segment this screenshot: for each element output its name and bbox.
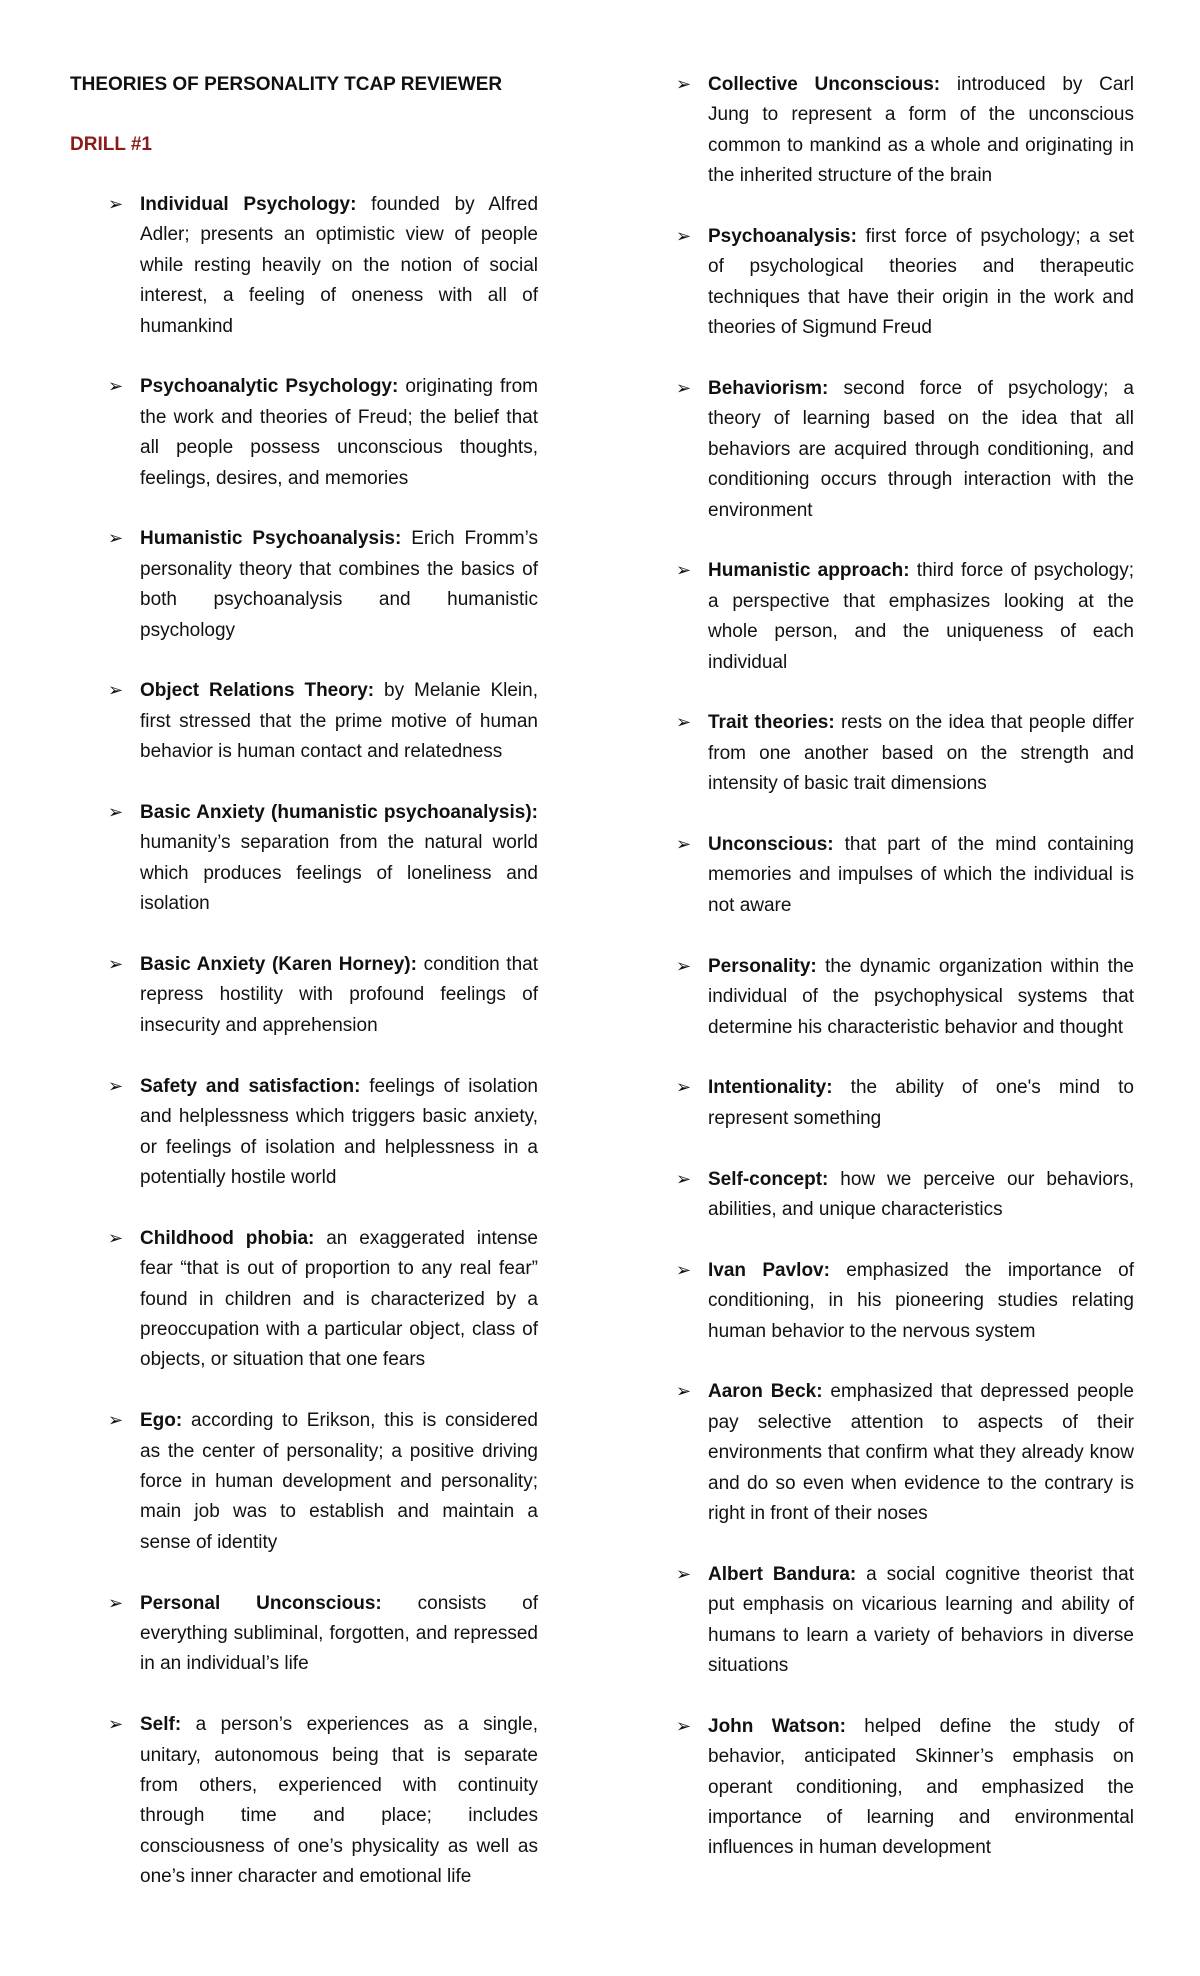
term-definition: an exaggerated intense fear “that is out of proportion to any real fear” found in children and is characterized by a preoccupation with a particular object, class of objects, or situation that one fears [140, 1227, 538, 1371]
term-definition: that part of the mind containing memories and impulses of which the individual is not aware [708, 834, 1134, 916]
arrowhead-bullet-icon: ➢ [108, 680, 124, 702]
term-definition: Erich Fromm’s personality theory that combines the basics of both psychoanalysis and humanistic psychology [140, 528, 538, 641]
term-definition: emphasized the importance of conditioning, in his pioneering studies relating human behavior to the nervous system [708, 1259, 1135, 1342]
term-label: Personality: [708, 955, 817, 977]
arrowhead-bullet-icon: ➢ [108, 376, 124, 398]
term-label: Basic Anxiety (humanistic psychoanalysis): [140, 802, 538, 824]
term-entry [108, 524, 538, 646]
term-label: John Watson: [708, 1715, 846, 1737]
arrowhead-bullet-icon: ➢ [676, 834, 692, 856]
term-definition: introduced by Carl Jung to represent a form of the unconscious common to mankind as a whole and originating in the inherited structure of the brain [708, 74, 1135, 187]
right-column [676, 70, 1134, 1894]
term-label: Individual Psychology: [140, 194, 357, 215]
arrowhead-bullet-icon: ➢ [108, 194, 124, 215]
arrowhead-bullet-icon: ➢ [676, 1563, 692, 1585]
term-definition: rests on the idea that people differ from one another based on the strength and intensity of basic trait dimensions [708, 712, 1134, 795]
arrowhead-bullet-icon: ➢ [108, 1410, 124, 1432]
term-entry [676, 708, 1134, 799]
term-label: Basic Anxiety (Karen Horney): [140, 954, 417, 976]
arrowhead-bullet-icon: ➢ [108, 954, 124, 976]
arrowhead-bullet-icon: ➢ [676, 74, 692, 95]
term-entry [108, 950, 538, 1041]
term-label: Psychoanalysis: [708, 226, 857, 248]
term-label: Self-concept: [708, 1168, 829, 1190]
term-entry [108, 1589, 538, 1680]
term-label: Unconscious: [708, 834, 834, 856]
term-definition: a social cognitive theorist that put emphasis on vicarious learning and ability of humans to learn a variety of behaviors in diverse situations [708, 1563, 1134, 1676]
term-definition: a person’s experiences as a single, unitary, autonomous being that is separate from others, experienced with continuity through time and place; includes consciousness of one’s physicality as well as one’s inner character and emotional life [140, 1714, 538, 1888]
term-definition: feelings of isolation and helplessness which triggers basic anxiety, or feelings of isolation and helplessness in a potentially hostile world [140, 1075, 538, 1188]
term-definition: consists of everything subliminal, forgotten, and repressed in an individual’s life [140, 1592, 538, 1675]
term-label: Object Relations Theory: [140, 680, 375, 702]
arrowhead-bullet-icon: ➢ [676, 1259, 692, 1281]
term-definition: according to Erikson, this is considered as the center of personality; a positive driving force in human development and personality; main job was to establish and maintain a sense of identity [140, 1410, 538, 1553]
arrowhead-bullet-icon: ➢ [676, 712, 692, 734]
term-entry [676, 1560, 1134, 1682]
term-definition: the dynamic organization within the individual of the psychophysical systems that determine his characteristic behavior and thought [708, 955, 1134, 1038]
left-column [70, 70, 570, 1923]
term-entry [676, 1165, 1134, 1226]
term-label: Humanistic approach: [708, 560, 910, 582]
arrowhead-bullet-icon: ➢ [676, 1715, 692, 1737]
arrowhead-bullet-icon: ➢ [676, 955, 692, 977]
term-definition: emphasized that depressed people pay selective attention to aspects of their environments that confirm what they already know and do so even when evidence to the contrary is right in front of their noses [708, 1381, 1134, 1524]
term-label: Self: [140, 1714, 182, 1736]
term-label: Collective Unconscious: [708, 74, 941, 95]
term-definition: by Melanie Klein, first stressed that the prime motive of human behavior is human contact and relatedness [140, 680, 539, 763]
arrowhead-bullet-icon: ➢ [676, 560, 692, 582]
term-entry [676, 952, 1134, 1043]
term-entry [676, 374, 1134, 526]
arrowhead-bullet-icon: ➢ [676, 378, 692, 400]
arrowhead-bullet-icon: ➢ [676, 1077, 692, 1099]
term-label: Trait theories: [708, 712, 835, 734]
arrowhead-bullet-icon: ➢ [108, 1714, 124, 1736]
term-label: Safety and satisfaction: [140, 1075, 361, 1097]
term-definition: helped define the study of behavior, anticipated Skinner’s emphasis on operant conditioning, and emphasized the importance of learning and environmental influences in human development [708, 1715, 1134, 1859]
term-entry [676, 1712, 1134, 1864]
term-entry [108, 190, 538, 342]
arrowhead-bullet-icon: ➢ [108, 528, 124, 550]
term-entry [676, 1256, 1134, 1347]
arrowhead-bullet-icon: ➢ [676, 226, 692, 248]
term-entry [108, 1072, 538, 1194]
term-label: Intentionality: [708, 1077, 833, 1099]
term-entry [108, 798, 538, 920]
term-entry [676, 70, 1134, 192]
term-entry [676, 222, 1134, 344]
term-label: Personal Unconscious: [140, 1592, 382, 1614]
term-label: Ego: [140, 1410, 183, 1432]
arrowhead-bullet-icon: ➢ [108, 1227, 124, 1249]
arrowhead-bullet-icon: ➢ [108, 802, 124, 824]
term-definition: condition that repress hostility with profound feelings of insecurity and apprehension [140, 954, 538, 1036]
term-entry [108, 1224, 538, 1376]
term-entry [108, 1406, 538, 1558]
term-entry [676, 556, 1134, 678]
term-entry [108, 1710, 538, 1892]
term-definition: originating from the work and theories of Freud; the belief that all people possess unconscious thoughts, feelings, desires, and memories [140, 376, 539, 489]
arrowhead-bullet-icon: ➢ [676, 1168, 692, 1190]
term-definition: how we perceive our behaviors, abilities, and unique characteristics [708, 1168, 1134, 1220]
term-label: Humanistic Psychoanalysis: [140, 528, 402, 550]
term-label: Albert Bandura: [708, 1563, 857, 1585]
term-definition: second force of psychology; a theory of learning based on the idea that all behaviors are acquired through conditioning, and conditioning occurs through interaction with the environment [708, 378, 1134, 521]
right-term-list [676, 70, 1134, 1864]
arrowhead-bullet-icon: ➢ [108, 1075, 124, 1097]
drill-heading: DRILL #1 [70, 134, 153, 155]
term-label: Childhood phobia: [140, 1227, 315, 1249]
term-entry [676, 1377, 1134, 1529]
left-term-list [108, 190, 538, 1893]
term-label: Aaron Beck: [708, 1381, 823, 1403]
term-entry [108, 676, 538, 767]
term-definition: first force of psychology; a set of psychological theories and therapeutic techniques that have their origin in the work and theories of Sigmund Freud [708, 226, 1134, 339]
arrowhead-bullet-icon: ➢ [108, 1592, 124, 1614]
arrowhead-bullet-icon: ➢ [676, 1381, 692, 1403]
term-label: Psychoanalytic Psychology: [140, 376, 399, 398]
term-definition: third force of psychology; a perspective that emphasizes looking at the whole person, and the uniqueness of each individual [708, 560, 1134, 673]
term-entry [676, 830, 1134, 921]
term-label: Ivan Pavlov: [708, 1259, 830, 1281]
term-entry [676, 1073, 1134, 1134]
term-definition: humanity’s separation from the natural world which produces feelings of loneliness and isolation [140, 832, 538, 915]
document-title: THEORIES OF PERSONALITY TCAP REVIEWER [70, 74, 503, 95]
term-definition: founded by Alfred Adler; presents an optimistic view of people while resting heavily on the notion of social interest, a feeling of oneness with all of humankind [140, 194, 539, 337]
term-entry [108, 372, 538, 494]
term-label: Behaviorism: [708, 378, 829, 400]
term-definition: the ability of one's mind to represent something [708, 1077, 1134, 1129]
